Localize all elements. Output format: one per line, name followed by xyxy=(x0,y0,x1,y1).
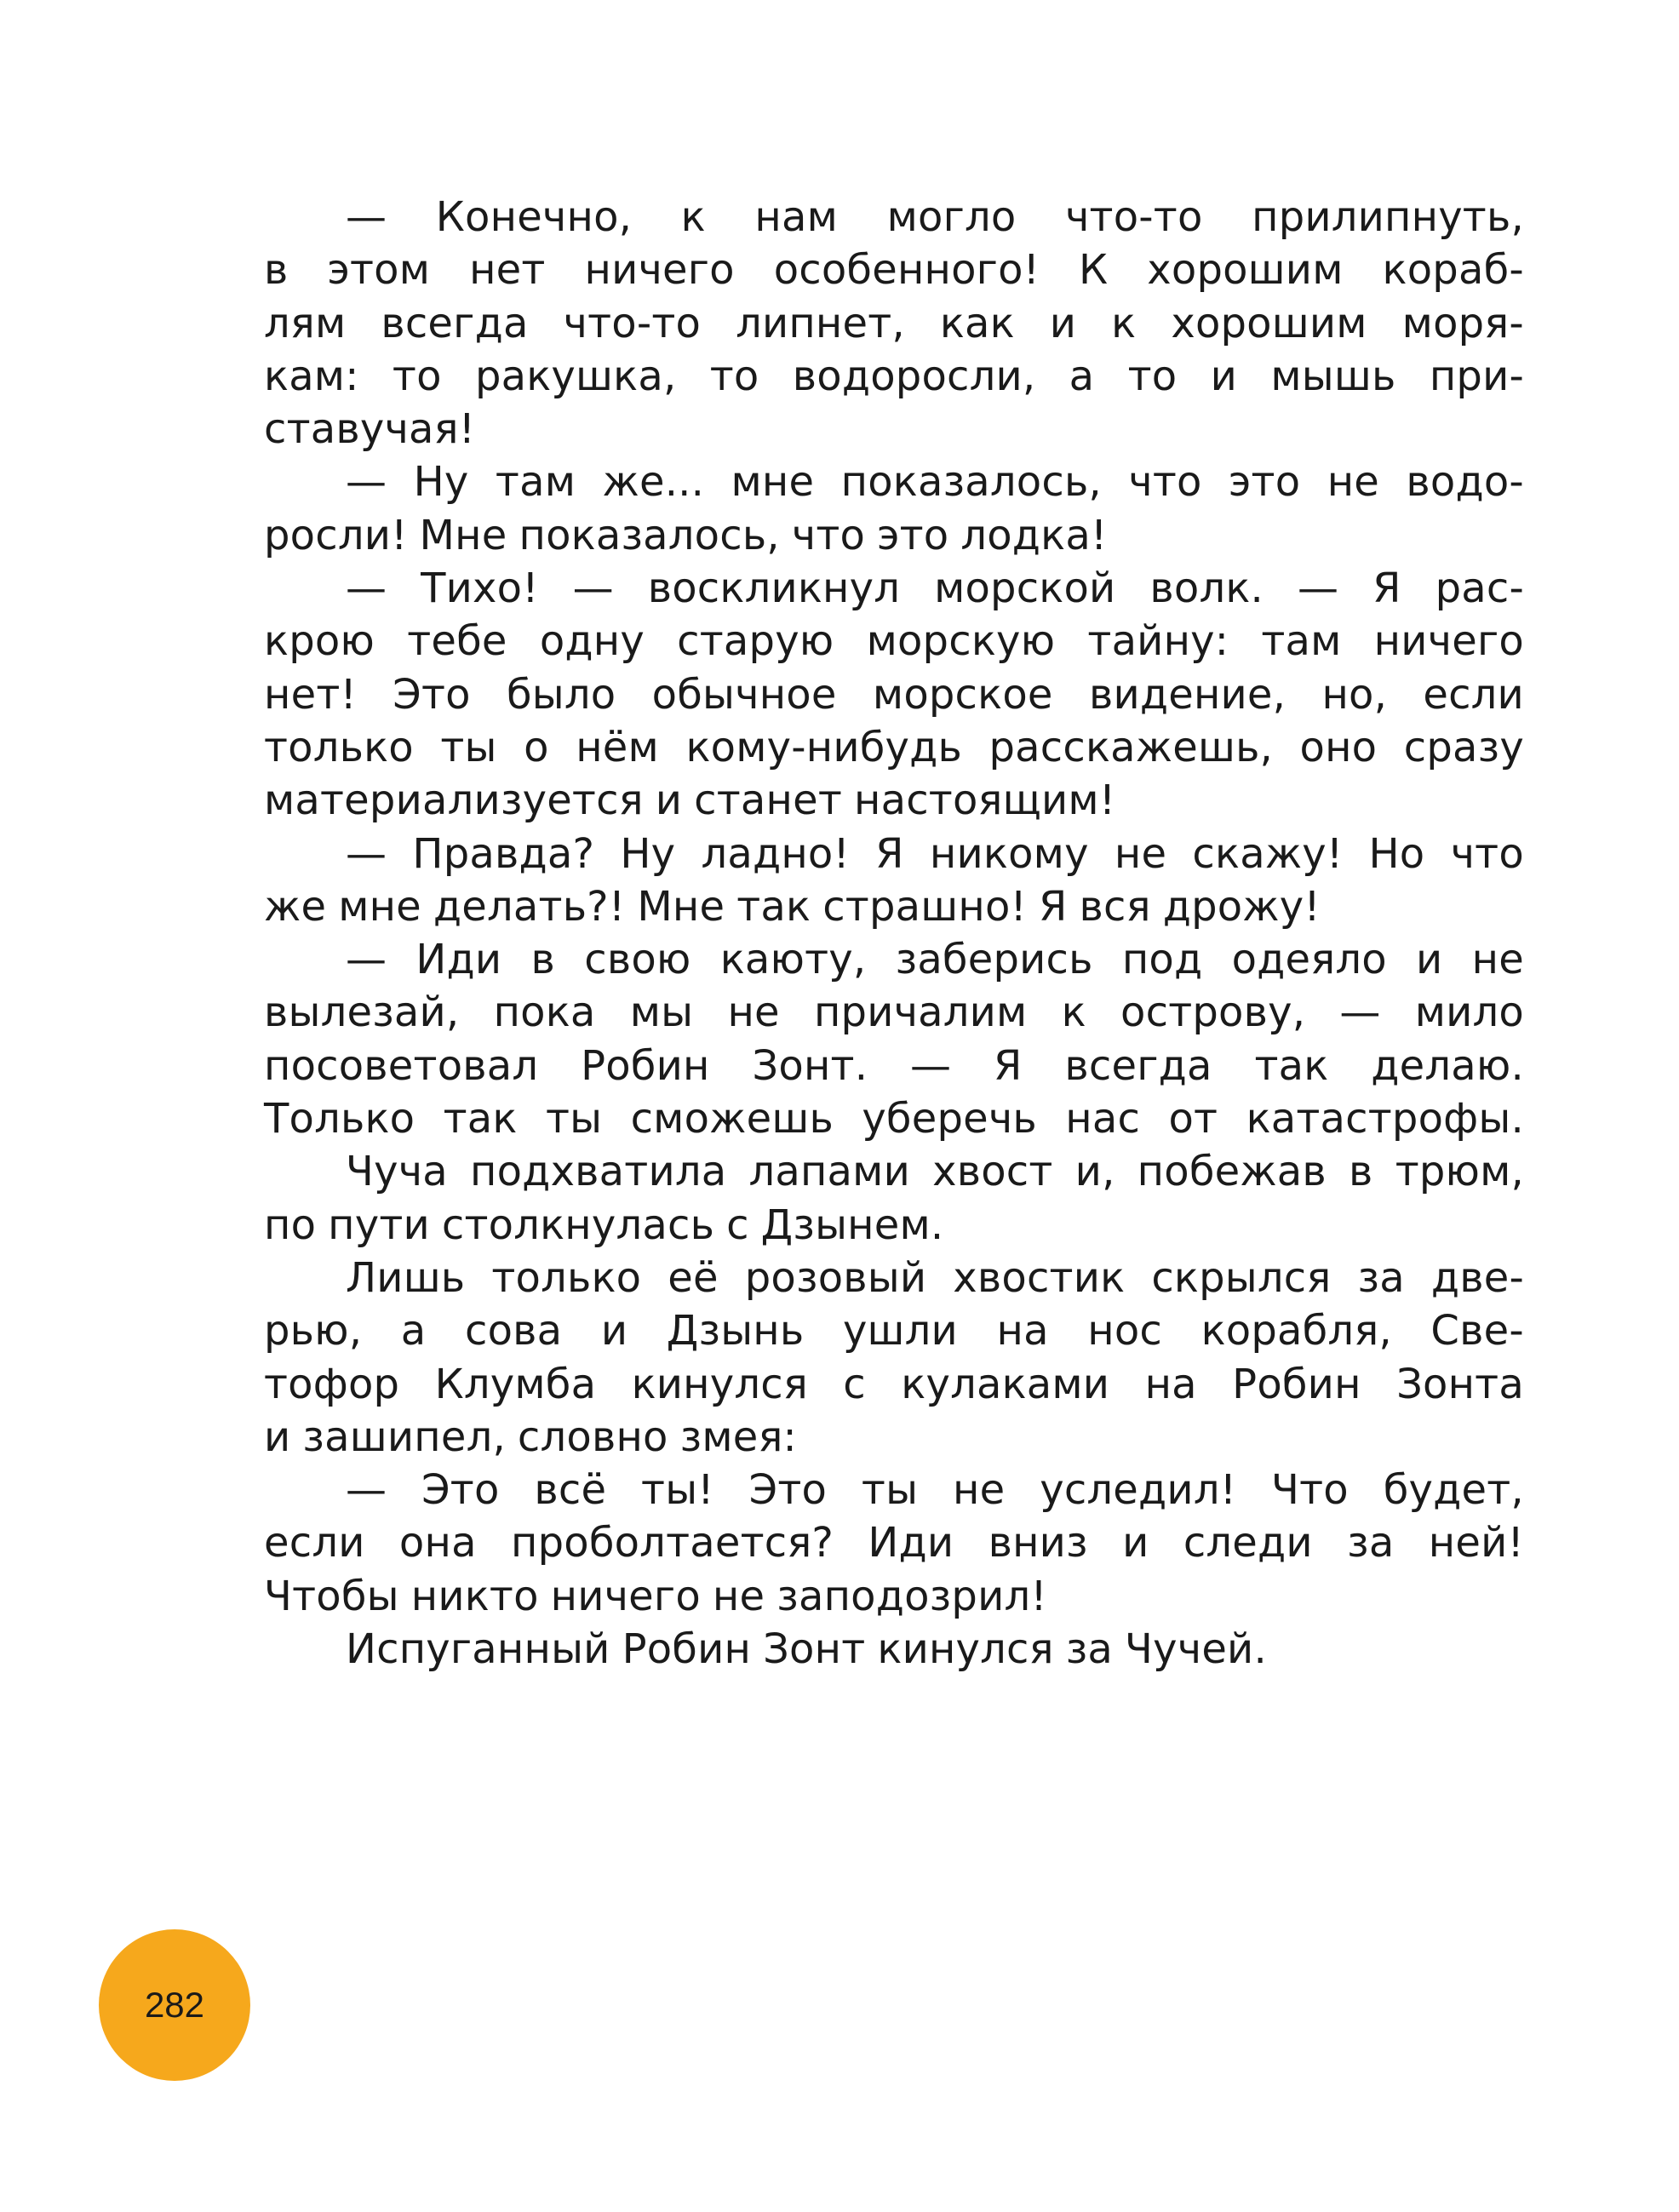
word: Мне xyxy=(419,511,507,559)
word: — xyxy=(346,829,387,878)
word: так xyxy=(736,882,811,931)
text-line xyxy=(264,1304,1524,1357)
word: — xyxy=(346,193,387,241)
word: Это xyxy=(421,1466,500,1515)
word: столкнулась xyxy=(441,1201,715,1249)
text-line xyxy=(264,880,1524,933)
word: — xyxy=(572,564,614,613)
word: хорошим xyxy=(1147,246,1344,295)
word: лодка! xyxy=(960,511,1108,559)
word: морскую xyxy=(866,617,1056,666)
text-line xyxy=(264,668,1524,721)
word: Конечно, xyxy=(435,193,633,241)
word: Све- xyxy=(1430,1307,1524,1355)
text-line xyxy=(264,244,1524,296)
word: Зонта xyxy=(1396,1360,1524,1408)
word: — xyxy=(346,458,387,507)
word: а xyxy=(1069,352,1095,400)
word: ракушка, xyxy=(474,352,677,400)
word: не xyxy=(1327,458,1380,507)
word: хвост xyxy=(932,1148,1053,1196)
word: по xyxy=(264,1201,317,1249)
text-line xyxy=(264,1199,1524,1252)
word: корабля, xyxy=(1201,1307,1392,1355)
word: расскажешь, xyxy=(988,723,1274,771)
word: лапами xyxy=(748,1148,910,1196)
word: Только xyxy=(264,1095,415,1143)
text-line xyxy=(264,1516,1524,1569)
word: мило xyxy=(1414,989,1524,1037)
word: не xyxy=(953,1466,1006,1515)
word: нам xyxy=(754,193,839,241)
word: особенного! xyxy=(773,246,1040,295)
word: кому-нибудь xyxy=(685,723,962,771)
word: Робин xyxy=(622,1625,752,1674)
word: пока xyxy=(493,989,596,1037)
word: то xyxy=(709,352,759,400)
word: что xyxy=(1128,458,1202,507)
word: Я xyxy=(994,1041,1023,1090)
word: показалось, xyxy=(840,458,1102,507)
word: так xyxy=(443,1095,518,1143)
word: словно xyxy=(517,1413,668,1461)
word: ты! xyxy=(641,1466,714,1515)
text-line xyxy=(264,933,1524,986)
word: старую xyxy=(677,617,834,666)
word: водо- xyxy=(1406,458,1524,507)
page-number: 282 xyxy=(144,1985,205,2025)
word: страшно! xyxy=(822,882,1027,931)
word: Чуча xyxy=(346,1148,448,1196)
word: никому xyxy=(929,829,1089,878)
word: Лишь xyxy=(346,1253,466,1302)
word: ничего xyxy=(1373,617,1524,666)
word: и xyxy=(1210,352,1238,400)
word: за xyxy=(1347,1519,1395,1567)
word: и xyxy=(264,1413,291,1461)
word: Чучей. xyxy=(1125,1625,1267,1674)
word: свою xyxy=(584,936,691,984)
word: там xyxy=(1261,617,1342,666)
word: уследил! xyxy=(1040,1466,1237,1515)
word: Это xyxy=(393,670,471,719)
word: скажу! xyxy=(1192,829,1344,878)
word: вся xyxy=(1079,882,1151,931)
word: волк. xyxy=(1149,564,1264,613)
text-line xyxy=(264,1570,1524,1623)
word: с xyxy=(726,1201,749,1249)
word: тайну: xyxy=(1087,617,1229,666)
word: морской xyxy=(934,564,1116,613)
word: крою xyxy=(264,617,375,666)
word: на xyxy=(1144,1360,1197,1408)
word: и xyxy=(600,1307,628,1355)
word: только xyxy=(264,723,414,771)
text-line xyxy=(264,1358,1524,1411)
word: нас xyxy=(1065,1095,1141,1143)
word: ничего xyxy=(550,1572,701,1620)
text-line xyxy=(264,509,1524,562)
word: вылезай, xyxy=(264,989,460,1037)
word: ней! xyxy=(1428,1519,1524,1567)
word: Мне xyxy=(637,882,725,931)
word: ставучая! xyxy=(264,405,476,454)
page-number-badge xyxy=(99,1929,250,2081)
word: её xyxy=(668,1253,719,1302)
word: — xyxy=(346,564,387,613)
word: к xyxy=(1111,299,1137,347)
word: обычное xyxy=(651,670,837,719)
word: дрожу! xyxy=(1162,882,1321,931)
word: под xyxy=(1121,936,1203,984)
word: побежав xyxy=(1137,1148,1327,1196)
word: что xyxy=(1450,829,1524,878)
word: будет, xyxy=(1383,1466,1524,1515)
word: нос xyxy=(1087,1307,1163,1355)
word: могло xyxy=(886,193,1017,241)
word: Правда? xyxy=(412,829,595,878)
word: заподозрил! xyxy=(776,1572,1047,1620)
word: и, xyxy=(1074,1148,1115,1196)
word: — xyxy=(1297,564,1339,613)
word: если xyxy=(1423,670,1524,719)
text-line xyxy=(264,350,1524,403)
word: катастрофы. xyxy=(1246,1095,1524,1143)
word: и xyxy=(1122,1519,1149,1567)
word: мышь xyxy=(1270,352,1396,400)
word: показалось, xyxy=(519,511,780,559)
word: так xyxy=(1254,1041,1329,1090)
word: нём xyxy=(576,723,659,771)
word: всё xyxy=(534,1466,607,1515)
word: Зонт. xyxy=(752,1041,868,1090)
word: Ну xyxy=(620,829,676,878)
word: в xyxy=(264,246,289,295)
word: не xyxy=(712,1572,765,1620)
word: К xyxy=(1079,246,1109,295)
word: что-то xyxy=(1065,193,1203,241)
word: Дзынь xyxy=(666,1307,805,1355)
word: рью, xyxy=(264,1307,363,1355)
text-line xyxy=(264,1252,1524,1304)
word: Что xyxy=(1271,1466,1349,1515)
word: посоветовал xyxy=(264,1041,539,1090)
word: видение, xyxy=(1088,670,1286,719)
word: но, xyxy=(1321,670,1388,719)
word: росли! xyxy=(264,511,408,559)
word: острову, xyxy=(1120,989,1306,1037)
word: было xyxy=(507,670,616,719)
word: Я xyxy=(1038,882,1068,931)
word: ушли xyxy=(842,1307,958,1355)
word: одеяло xyxy=(1231,936,1387,984)
word: сможешь xyxy=(630,1095,834,1143)
text-line xyxy=(264,1092,1524,1145)
text-line xyxy=(264,1464,1524,1516)
word: только xyxy=(491,1253,642,1302)
text-line xyxy=(264,1040,1524,1092)
word: тебе xyxy=(407,617,507,666)
word: Зонт xyxy=(763,1625,866,1674)
word: и xyxy=(655,776,683,825)
text-line xyxy=(264,615,1524,668)
text-line xyxy=(264,828,1524,880)
word: оно xyxy=(1299,723,1378,771)
text-line xyxy=(264,1145,1524,1198)
word: же... xyxy=(602,458,705,507)
story-text xyxy=(264,191,1524,1676)
word: змея: xyxy=(679,1413,797,1461)
word: на xyxy=(996,1307,1049,1355)
word: кулаками xyxy=(901,1360,1110,1408)
word: делать?! xyxy=(433,882,626,931)
text-line xyxy=(264,1411,1524,1464)
text-line xyxy=(264,986,1524,1039)
word: лям xyxy=(264,299,347,347)
word: там xyxy=(495,458,576,507)
text-line xyxy=(264,721,1524,774)
word: пути xyxy=(328,1201,430,1249)
word: материализуется xyxy=(264,776,644,825)
word: делаю. xyxy=(1371,1041,1524,1090)
word: то xyxy=(392,352,442,400)
text-line xyxy=(264,403,1524,456)
word: мне xyxy=(731,458,815,507)
word: Но xyxy=(1368,829,1425,878)
word: при- xyxy=(1429,352,1524,400)
word: каюту, xyxy=(719,936,867,984)
word: не xyxy=(1114,829,1167,878)
word: Клумба xyxy=(434,1360,597,1408)
word: от xyxy=(1168,1095,1218,1143)
word: ты xyxy=(861,1466,919,1515)
text-line xyxy=(264,191,1524,244)
word: Это xyxy=(748,1466,828,1515)
word: Робин xyxy=(1232,1360,1361,1408)
word: если xyxy=(264,1519,365,1567)
word: с xyxy=(843,1360,866,1408)
word: скрылся xyxy=(1151,1253,1332,1302)
text-line xyxy=(264,456,1524,508)
word: рас- xyxy=(1435,564,1524,613)
text-line xyxy=(264,562,1524,615)
word: вниз xyxy=(988,1519,1088,1567)
word: к xyxy=(680,193,706,241)
word: настоящим! xyxy=(854,776,1116,825)
word: что-то xyxy=(563,299,702,347)
word: за xyxy=(1357,1253,1405,1302)
word: не xyxy=(1471,936,1524,984)
word: за xyxy=(1065,1625,1114,1674)
word: Чтобы xyxy=(264,1572,399,1620)
word: же xyxy=(264,882,327,931)
word: две- xyxy=(1430,1253,1524,1302)
word: моря- xyxy=(1401,299,1524,347)
word: а xyxy=(400,1307,427,1355)
word: это xyxy=(877,511,949,559)
word: что xyxy=(791,511,866,559)
word: прилипнуть, xyxy=(1252,193,1524,241)
word: кораб- xyxy=(1382,246,1524,295)
word: заберись xyxy=(895,936,1093,984)
word: станет xyxy=(694,776,843,825)
word: и xyxy=(1049,299,1077,347)
word: ничего xyxy=(584,246,735,295)
word: хвостик xyxy=(953,1253,1126,1302)
word: не xyxy=(727,989,780,1037)
word: то xyxy=(1127,352,1178,400)
word: Я xyxy=(875,829,904,878)
word: ты xyxy=(440,723,497,771)
word: хорошим xyxy=(1171,299,1367,347)
word: липнет, xyxy=(736,299,905,347)
word: этом xyxy=(327,246,431,295)
word: — xyxy=(1339,989,1381,1037)
word: кинулся xyxy=(631,1360,808,1408)
word: подхватила xyxy=(470,1148,727,1196)
word: кам: xyxy=(264,352,359,400)
word: всегда xyxy=(1064,1041,1212,1090)
word: Робин xyxy=(581,1041,710,1090)
word: всегда xyxy=(381,299,529,347)
word: Иди xyxy=(868,1519,954,1567)
text-line xyxy=(264,297,1524,350)
text-line xyxy=(264,1623,1524,1676)
word: тофор xyxy=(264,1360,400,1408)
word: воскликнул xyxy=(647,564,901,613)
word: морское xyxy=(872,670,1053,719)
word: в xyxy=(1349,1148,1373,1196)
word: она xyxy=(398,1519,477,1567)
word: Тихо! xyxy=(421,564,539,613)
word: Иди xyxy=(415,936,502,984)
word: одну xyxy=(539,617,645,666)
word: следи xyxy=(1183,1519,1313,1567)
word: уберечь xyxy=(862,1095,1037,1143)
word: никто xyxy=(410,1572,539,1620)
word: нет xyxy=(469,246,546,295)
word: причалим xyxy=(813,989,1028,1037)
word: зашипел, xyxy=(302,1413,506,1461)
word: о xyxy=(524,723,549,771)
word: водоросли, xyxy=(792,352,1036,400)
word: — xyxy=(346,1466,387,1515)
word: Ну xyxy=(413,458,469,507)
word: — xyxy=(909,1041,952,1090)
word: мы xyxy=(629,989,694,1037)
word: розовый xyxy=(744,1253,927,1302)
word: ладно! xyxy=(701,829,850,878)
word: к xyxy=(1061,989,1086,1037)
word: это xyxy=(1229,458,1301,507)
word: Я xyxy=(1372,564,1401,613)
word: нет! xyxy=(264,670,357,719)
word: Испуганный xyxy=(346,1625,610,1674)
word: сразу xyxy=(1403,723,1524,771)
word: в xyxy=(530,936,556,984)
word: трюм, xyxy=(1395,1148,1524,1196)
word: сова xyxy=(464,1307,563,1355)
word: — xyxy=(346,936,387,984)
word: как xyxy=(939,299,1015,347)
word: ты xyxy=(545,1095,603,1143)
word: кинулся xyxy=(877,1625,1054,1674)
word: проболтается? xyxy=(511,1519,834,1567)
word: и xyxy=(1416,936,1443,984)
word: Дзынем. xyxy=(760,1201,944,1249)
text-line xyxy=(264,774,1524,827)
word: мне xyxy=(338,882,421,931)
